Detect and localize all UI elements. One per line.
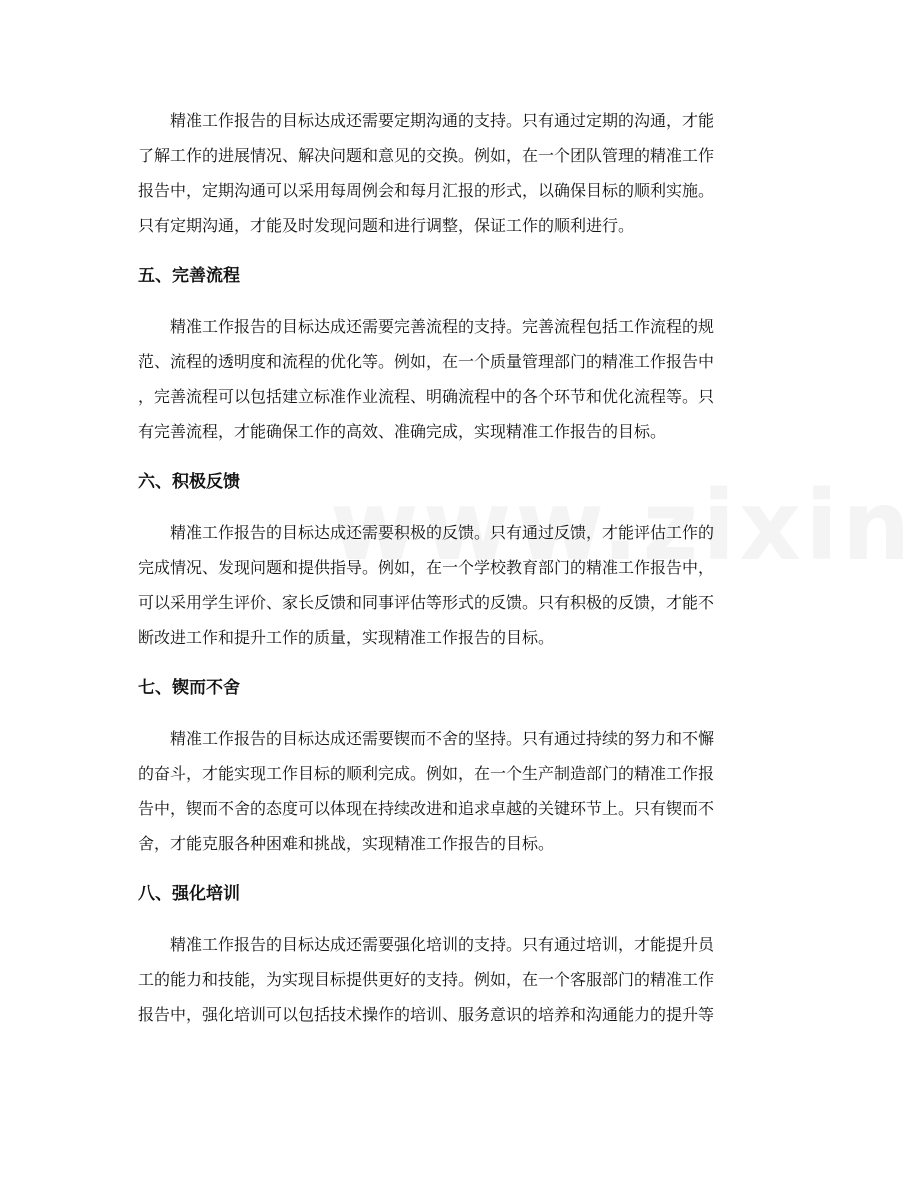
paragraph-line: 精准工作报告的目标达成还需要完善流程的支持。完善流程包括工作流程的规 [170,317,715,336]
paragraph-line: ，完善流程可以包括建立标准作业流程、明确流程中的各个环节和优化流程等。只 [138,387,715,406]
paragraph-line: 舍，才能克服各种困难和挑战，实现精准工作报告的目标。 [138,834,555,853]
section-heading-perseverance: 七、锲而不舍 [138,678,240,698]
paragraph-line: 范、流程的透明度和流程的优化等。例如，在一个质量管理部门的精准工作报告中 [138,352,715,371]
paragraph-perseverance [138,721,786,861]
document-page [138,103,786,1032]
paragraph-line: 精准工作报告的目标达成还需要锲而不舍的坚持。只有通过持续的努力和不懈 [170,729,715,748]
paragraph-line: 只有定期沟通，才能及时发现问题和进行调整，保证工作的顺利进行。 [138,216,635,235]
section-heading-training: 八、强化培训 [138,884,240,904]
paragraph-line: 可以采用学生评价、家长反馈和同事评估等形式的反馈。只有积极的反馈，才能不 [138,593,715,612]
paragraph-line: 告中，锲而不舍的态度可以体现在持续改进和追求卓越的关键环节上。只有锲而不 [138,799,715,818]
paragraph-line: 断改进工作和提升工作的质量，实现精准工作报告的目标。 [138,628,555,647]
paragraph-training [138,927,786,1032]
paragraph-line: 精准工作报告的目标达成还需要定期沟通的支持。只有通过定期的沟通，才能 [170,111,715,130]
section-heading-feedback: 六、积极反馈 [138,472,240,492]
paragraph-process [138,309,786,449]
paragraph-line: 报告中，定期沟通可以采用每周例会和每月汇报的形式，以确保目标的顺利实施。 [138,181,715,200]
paragraph-line: 了解工作的进展情况、解决问题和意见的交换。例如，在一个团队管理的精准工作 [138,146,715,165]
paragraph-line: 报告中，强化培训可以包括技术操作的培训、服务意识的培养和沟通能力的提升等 [138,1005,715,1024]
paragraph-line: 精准工作报告的目标达成还需要强化培训的支持。只有通过培训，才能提升员 [170,935,715,954]
section-heading-process: 五、完善流程 [138,266,240,286]
paragraph-line: 完成情况、发现问题和提供指导。例如，在一个学校教育部门的精准工作报告中， [138,558,715,577]
paragraph-feedback [138,515,786,655]
paragraph-line: 的奋斗，才能实现工作目标的顺利完成。例如，在一个生产制造部门的精准工作报 [138,764,715,783]
paragraph-line: 有完善流程，才能确保工作的高效、准确完成，实现精准工作报告的目标。 [138,422,667,441]
paragraph-line: 精准工作报告的目标达成还需要积极的反馈。只有通过反馈，才能评估工作的 [170,523,715,542]
paragraph-communication [138,103,786,243]
paragraph-line: 工的能力和技能，为实现目标提供更好的支持。例如，在一个客服部门的精准工作 [138,970,715,989]
